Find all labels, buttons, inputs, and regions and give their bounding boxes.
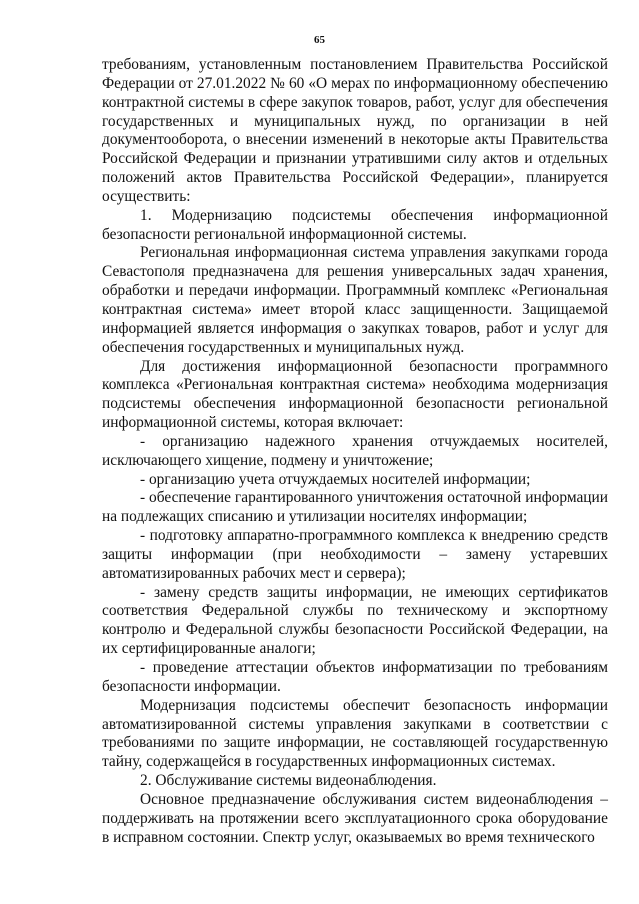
paragraph-system-description: Региональная информационная система управления закупками города Севастополя предназначена для решения универсальных задач хранения, обработки и передачи информации. Программный комплекс «Региональная контрактная система» имеет второй класс защищенности. Защищаемой информацией является информация о закупках товаров, работ и услуг для обеспечения государственных и муниципальных нужд. [102, 244, 608, 356]
list-item-accounting: - организацию учета отчуждаемых носителей информации; [140, 470, 531, 488]
list-item-destruction: - обеспечение гарантированного уничтожения остаточной информации на подлежащих списанию и утилизации носителях информации; [102, 489, 608, 526]
page-number: 65 [314, 34, 325, 46]
list-item-replacement: - замену средств защиты информации, не имеющих сертификатов соответствия Федеральной службы по техническому и экспортному контролю и Федеральной службы безопасности Российской Федерации, на их сертифицированные аналоги; [102, 583, 608, 658]
list-item-hardware-prep: - подготовку аппаратно-программного комплекса к внедрению средств защиты информации (при необходимости – замену устаревших автоматизированных рабочих мест и сервера); [102, 527, 608, 582]
paragraph-item-2-heading: 2. Обслуживание системы видеонаблюдения. [140, 772, 437, 790]
document-body [102, 56, 608, 847]
list-item-attestation: - проведение аттестации объектов информатизации по требованиям безопасности информации. [102, 659, 608, 695]
paragraph-item-1-heading: 1. Модернизацию подсистемы обеспечения информационной безопасности региональной информационной системы. [102, 206, 608, 243]
paragraph-continuation: требованиям, установленным постановлением Правительства Российской Федерации от 27.01.2022 № 60 «О мерах по информационному обеспечению контрактной системы в сфере закупок товаров, работ, услуг для обеспечения государственных и муниципальных нужд, по организации в ней документооборота, о внесении изменений в некоторые акты Правительства Российской Федерации и признании утратившими силу актов и отдельных положений актов Правительства Российской Федерации», планируется осуществить: [102, 56, 608, 205]
paragraph-modernization-result: Модернизация подсистемы обеспечит безопасность информации автоматизированной системы управления закупками в соответствии с требованиями по защите информации, не составляющей государственную тайну, содержащейся в государственных информационных системах. [102, 696, 608, 771]
paragraph-modernization-need: Для достижения информационной безопасности программного комплекса «Региональная контрактная система» необходима модернизация подсистемы обеспечения информационной безопасности региональной информационной системы, которая включает: [102, 357, 608, 432]
paragraph-video-purpose: Основное предназначение обслуживания систем видеонаблюдения – поддерживать на протяжении всего эксплуатационного срока оборудование в исправном состоянии. Спектр услуг, оказываемых во время технического [102, 790, 608, 846]
list-item-storage: - организацию надежного хранения отчуждаемых носителей, исключающего хищение, подмену и уничтожение; [102, 432, 608, 469]
